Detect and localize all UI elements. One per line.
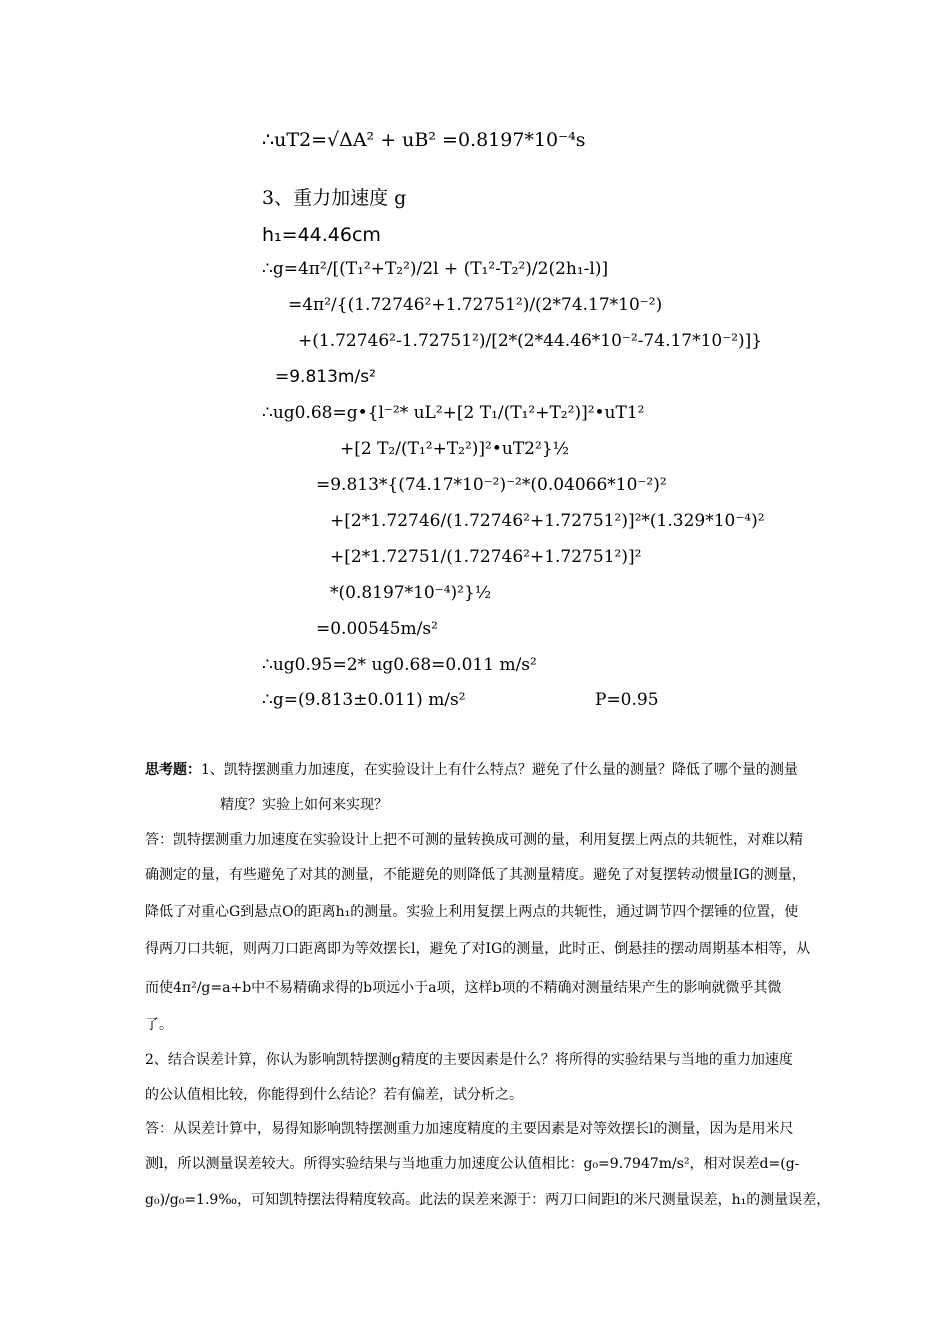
answer-1-line: 确测定的量，有些避免了对其的测量，不能避免的则降低了其测量精度。避免了对复摆转动惯量IG的测量， <box>145 867 806 883</box>
ug-result: =0.00545m/s² <box>316 619 438 639</box>
answer-2-line: 答：从误差计算中，易得知影响凯特摆测重力加速度精度的主要因素是对等效摆长l的测量，因为是用米尺 <box>145 1121 794 1137</box>
g-formula-1: ∴g=4π²/[(T₁²+T₂²)/2l + (T₁²-T₂²)/2(2h₁-l)] <box>262 259 609 279</box>
formula-u-t2: ∴uT2=√ΔA² + uB² =0.8197*10⁻⁴s <box>262 129 586 151</box>
answer-1-line: 了。 <box>145 1017 173 1033</box>
g-result: =9.813m/s² <box>275 367 376 387</box>
g-formula-3: +(1.72746²-1.72751²)/[2*(2*44.46*10⁻²-74.17*10⁻²)]} <box>298 331 763 351</box>
ug-formula-2: +[2 T₂/(T₁²+T₂²)]²•uT2²}½ <box>340 439 570 459</box>
answer-2-line: g₀)/g₀=1.9‰，可知凯特摆法得精度较高。此法的误差来源于：两刀口间距l的米尺测量误差，h₁的测量误差， <box>145 1192 831 1208</box>
ug095-formula: ∴ug0.95=2* ug0.68=0.011 m/s² <box>262 655 537 675</box>
ug-formula-3: =9.813*{(74.17*10⁻²)⁻²*(0.04066*10⁻²)² <box>316 475 667 495</box>
answer-1-line: 降低了对重心G到悬点O的距离h₁的测量。实验上利用复摆上两点的共轭性，通过调节四个摆锤的位置，使 <box>145 904 799 920</box>
answer-1-line: 而使4π²/g=a+b中不易精确求得的b项远小于a项，这样b项的不精确对测量结果产生的影响就微乎其微 <box>145 980 782 996</box>
section-title: 3、重力加速度 g <box>262 187 407 209</box>
g-formula-2: =4π²/{(1.72746²+1.72751²)/(2*74.17*10⁻²) <box>288 295 663 315</box>
ug-formula-5: +[2*1.72751/(1.72746²+1.72751²)]² <box>330 547 642 567</box>
final-probability: P=0.95 <box>595 690 659 710</box>
answer-1-line: 答：凯特摆测重力加速度在实验设计上把不可测的量转换成可测的量，利用复摆上两点的共轭性，对难以精 <box>145 832 803 848</box>
question-1-line2: 精度？实验上如何来实现？ <box>220 797 388 813</box>
question-2-line2: 的公认值相比较，你能得到什么结论？若有偏差，试分析之。 <box>145 1087 523 1103</box>
h1-value: h₁=44.46cm <box>262 224 381 246</box>
question-1-text: 1、凯特摆测重力加速度，在实验设计上有什么特点？避免了什么量的测量？降低了哪个量的测量 <box>201 762 798 778</box>
question-label: 思考题： <box>145 762 201 778</box>
question-2-line1: 2、结合误差计算，你认为影响凯特摆测g精度的主要因素是什么？将所得的实验结果与当地的重力加速度 <box>145 1052 793 1068</box>
answer-1-line: 得两刀口共轭，则两刀口距离即为等效摆长l，避免了对IG的测量，此时正、倒悬挂的摆动周期基本相等，从 <box>145 941 811 957</box>
ug-formula-4: +[2*1.72746/(1.72746²+1.72751²)]²*(1.329*10⁻⁴)² <box>330 511 765 531</box>
final-result: ∴g=(9.813±0.011) m/s² <box>262 690 466 710</box>
question-1 <box>145 763 798 777</box>
ug-formula-1: ∴ug0.68=g•{l⁻²* uL²+[2 T₁/(T₁²+T₂²)]²•uT1² <box>262 403 645 423</box>
ug-formula-6: *(0.8197*10⁻⁴)²}½ <box>330 583 492 603</box>
answer-2-line: 测l，所以测量误差较大。所得实验结果与当地重力加速度公认值相比：g₀=9.7947m/s²，相对误差d=(g- <box>145 1156 800 1172</box>
